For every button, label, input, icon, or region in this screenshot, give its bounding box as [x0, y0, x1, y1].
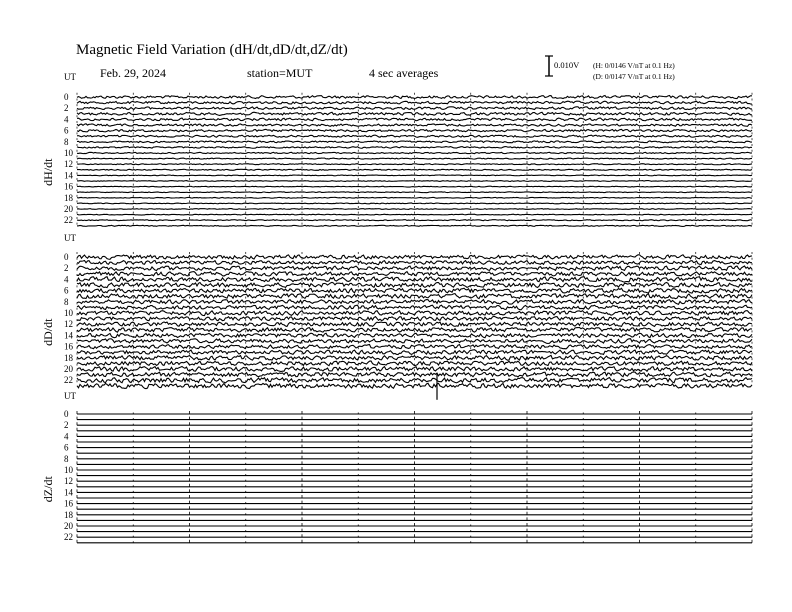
- hour-label: 18: [64, 192, 73, 203]
- ut-label: UT: [64, 72, 76, 82]
- trace-row-9: [77, 147, 752, 149]
- trace-row-20: [77, 209, 752, 210]
- trace-row-16: [77, 186, 752, 187]
- hour-label: 10: [64, 148, 73, 158]
- trace-row-5: [77, 124, 752, 127]
- hour-label: 6: [64, 442, 69, 453]
- hour-label: 4: [64, 274, 69, 285]
- trace-row-15: [77, 181, 752, 182]
- trace-row-18: [77, 197, 752, 198]
- hour-label: 22: [64, 215, 73, 226]
- trace-row-4: [77, 118, 752, 121]
- hour-label: 12: [64, 319, 73, 330]
- trace-row-17: [77, 192, 752, 193]
- hour-label: 22: [64, 375, 73, 386]
- hour-label: 20: [64, 364, 73, 374]
- trace-row-7: [77, 135, 752, 137]
- hour-label: 16: [64, 341, 73, 352]
- hour-label: 16: [64, 498, 73, 509]
- hour-label: 8: [64, 453, 69, 464]
- hour-label: 12: [64, 159, 73, 170]
- trace-row-8: [77, 141, 752, 143]
- hour-label: 20: [64, 204, 73, 214]
- panel-ylabel: dZ/dt: [41, 476, 55, 503]
- scale-note-h: (H: 0/0146 V/nT at 0.1 Hz): [593, 61, 675, 70]
- trace-row-0: [77, 96, 752, 99]
- figure-title: Magnetic Field Variation (dH/dt,dD/dt,dZ/dt): [76, 42, 348, 58]
- hour-label: 2: [64, 420, 69, 431]
- hour-label: 22: [64, 532, 73, 543]
- trace-row-23: [77, 225, 752, 226]
- scale-value: 0.010V: [554, 60, 580, 70]
- hour-label: 14: [64, 330, 73, 341]
- trace-row-14: [77, 175, 752, 176]
- hour-label: 12: [64, 476, 73, 487]
- ut-label: UT: [64, 233, 76, 243]
- hour-label: 10: [64, 308, 73, 318]
- trace-row-10: [77, 152, 752, 153]
- trace-row-12: [77, 164, 752, 165]
- trace-row-1: [77, 101, 752, 104]
- scale-bar: [545, 56, 553, 76]
- hour-label: 8: [64, 296, 69, 307]
- ut-label: UT: [64, 391, 76, 401]
- hour-label: 2: [64, 103, 69, 114]
- station-label: station=MUT: [247, 66, 313, 80]
- hour-label: 0: [64, 92, 69, 102]
- trace-row-22: [77, 220, 752, 221]
- hour-label: 18: [64, 352, 73, 363]
- hour-label: 14: [64, 487, 73, 498]
- hour-label: 10: [64, 465, 73, 475]
- hour-label: 0: [64, 409, 69, 419]
- hour-label: 20: [64, 521, 73, 531]
- hour-label: 18: [64, 509, 73, 520]
- hour-label: 2: [64, 263, 69, 274]
- panel-dz-dt: [41, 391, 752, 543]
- trace-row-19: [77, 203, 752, 204]
- hour-label: 8: [64, 136, 69, 147]
- trace-row-6: [77, 129, 752, 132]
- panel-dd-dt: [41, 233, 752, 400]
- hour-label: 4: [64, 431, 69, 442]
- trace-row-21: [77, 214, 752, 215]
- trace-row-11: [77, 158, 752, 159]
- hour-label: 14: [64, 170, 73, 181]
- trace-row-2: [77, 107, 752, 110]
- averaging-label: 4 sec averages: [369, 66, 439, 80]
- panel-dh-dt: [41, 72, 752, 226]
- trace-row-13: [77, 169, 752, 170]
- scale-note-d: (D: 0/0147 V/nT at 0.1 Hz): [593, 72, 675, 81]
- panel-ylabel: dD/dt: [41, 318, 55, 346]
- hour-label: 6: [64, 285, 69, 296]
- hour-label: 16: [64, 181, 73, 192]
- panel-ylabel: dH/dt: [41, 158, 55, 186]
- hour-label: 6: [64, 125, 69, 136]
- date-label: Feb. 29, 2024: [100, 66, 166, 80]
- trace-row-23: [77, 383, 752, 388]
- hour-label: 4: [64, 114, 69, 125]
- hour-label: 0: [64, 252, 69, 262]
- trace-row-3: [77, 112, 752, 115]
